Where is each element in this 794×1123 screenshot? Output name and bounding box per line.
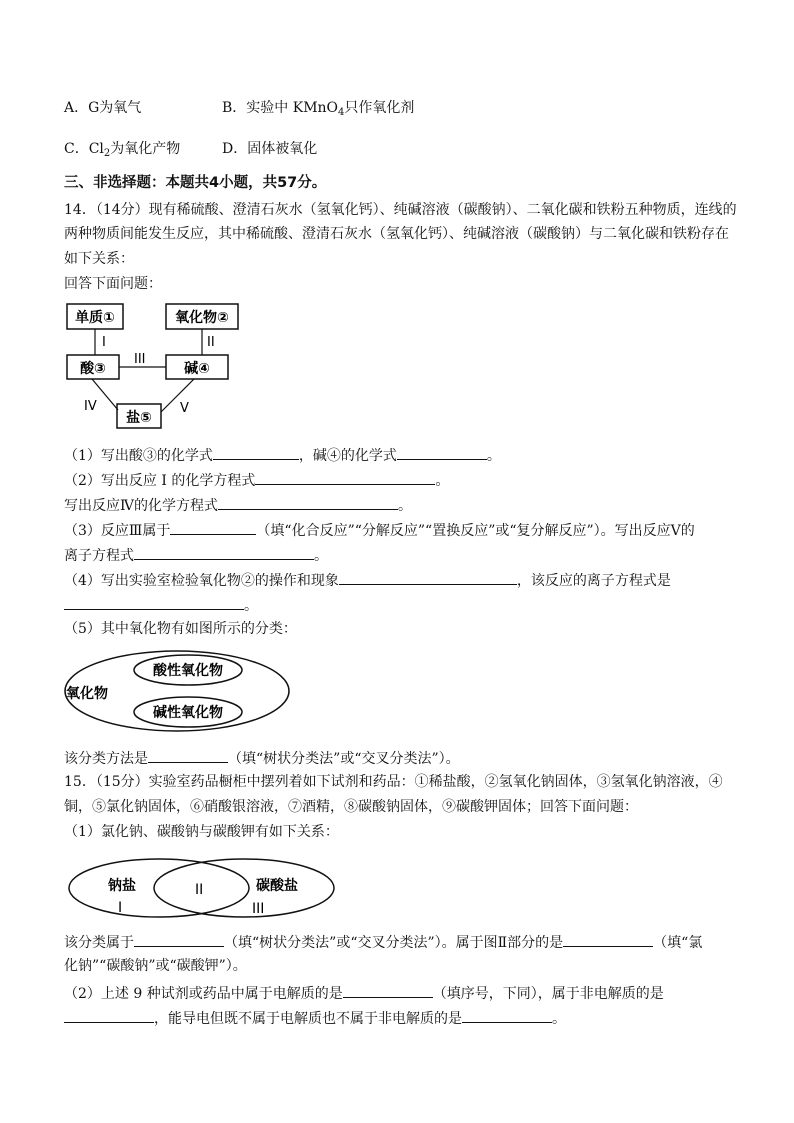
q14-part2-text-a: （2）写出反应 I 的化学方程式 bbox=[64, 473, 256, 489]
q15-part2-cont-text-c: 。 bbox=[552, 1011, 566, 1027]
box-base-label: 碱④ bbox=[184, 361, 210, 377]
answer-blank[interactable] bbox=[170, 520, 256, 535]
section-title: 三、非选择题：本题共4小题，共57分。 bbox=[64, 175, 327, 191]
q14-part4-cont bbox=[64, 595, 258, 615]
option-b-pre: B．实验中 KMnO bbox=[222, 100, 339, 116]
q15-part1: （1）氯化钠、碳酸钠与碳酸钾有如下关系： bbox=[64, 824, 339, 840]
option-a: A．G为氧气 bbox=[64, 100, 142, 116]
answer-blank[interactable] bbox=[134, 545, 314, 560]
q14-part4-text-b: ，该反应的离子方程式是 bbox=[516, 573, 671, 589]
option-d: D．固体被氧化 bbox=[222, 141, 318, 157]
q15-part1-cont2: 化钠”“碳酸钠”或“碳酸钾”）。 bbox=[64, 958, 247, 974]
option-b bbox=[222, 99, 414, 117]
link-iv-label: IV bbox=[84, 399, 97, 414]
option-b-post: 只作氧化剂 bbox=[344, 100, 415, 116]
label-oxide: 氧化物 bbox=[66, 686, 108, 702]
salt-classification-diagram bbox=[64, 854, 340, 924]
q14-answer-prompt: 回答下面问题： bbox=[64, 276, 162, 292]
q14-part4-text-a: （4）写出实验室检验氧化物②的操作和现象 bbox=[64, 573, 339, 589]
q15-part2-text-a: （2）上述 9 种试剂或药品中属于电解质的是 bbox=[64, 986, 343, 1002]
q14-part3-text-a: （3）反应Ⅲ属于 bbox=[64, 523, 171, 539]
q14-part3-cont-text-a: 离子方程式 bbox=[64, 548, 134, 564]
box-oxide-label: 氧化物② bbox=[175, 310, 229, 326]
q14-intro-line2: 两种物质间能发生反应，其中稀硫酸、澄清石灰水（氢氧化钙）、纯碱溶液（碳酸钠）与二氧化碳和铁粉存在 bbox=[64, 226, 729, 242]
label-region-ii: II bbox=[195, 882, 204, 898]
answer-blank[interactable] bbox=[563, 932, 653, 947]
link-v bbox=[161, 379, 194, 412]
q14-part2-text-b: 。 bbox=[435, 473, 450, 489]
label-region-iii: III bbox=[252, 901, 265, 917]
box-element-label: 单质① bbox=[75, 310, 115, 326]
answer-blank[interactable] bbox=[64, 595, 244, 610]
answer-blank[interactable] bbox=[134, 932, 224, 947]
q14-part5: （5）其中氧化物有如图所示的分类： bbox=[64, 621, 297, 637]
answer-blank[interactable] bbox=[148, 748, 228, 763]
q15-part2-cont-text-b: ，能导电但既不属于电解质也不属于非电解质的是 bbox=[154, 1011, 462, 1027]
answer-blank[interactable] bbox=[339, 570, 517, 585]
answer-blank[interactable] bbox=[397, 445, 487, 460]
q15-part2-text-b: （填序号，下同），属于非电解质的是 bbox=[432, 986, 664, 1002]
q15-part2-cont bbox=[64, 1008, 566, 1028]
q14-part5-cont-text-b: （填“树状分类法”或“交叉分类法”）。 bbox=[228, 751, 460, 767]
q14-part4-cont-text: 。 bbox=[244, 598, 258, 614]
q15-part1-cont-text-c: （填“氯 bbox=[653, 935, 703, 951]
q15-part1-cont-text-a: 该分类属于 bbox=[64, 935, 134, 951]
oxide-classification-diagram bbox=[62, 646, 298, 736]
answer-blank[interactable] bbox=[64, 1008, 154, 1023]
link-v-label: V bbox=[180, 401, 189, 416]
answer-blank[interactable] bbox=[255, 470, 435, 485]
q14-part5-cont-text-a: 该分类方法是 bbox=[64, 751, 148, 767]
q15-intro-line2: 铜，⑤氯化钠固体，⑥硝酸银溶液，⑦酒精，⑧碳酸钠固体，⑨碳酸钾固体；回答下面问题： bbox=[64, 799, 638, 815]
q15-part1-cont bbox=[64, 932, 702, 952]
answer-blank[interactable] bbox=[462, 1008, 552, 1023]
label-region-i: I bbox=[118, 900, 123, 916]
link-i-label: I bbox=[102, 335, 106, 350]
q14-part3 bbox=[64, 520, 695, 540]
q14-part2-cont-text-a: 写出反应Ⅳ的化学方程式 bbox=[64, 498, 218, 514]
reaction-relationship-diagram bbox=[62, 300, 242, 438]
label-carbonate: 碳酸盐 bbox=[256, 878, 298, 894]
q14-part3-cont-text-b: 。 bbox=[314, 548, 328, 564]
ellipse-carbonate bbox=[154, 859, 334, 917]
link-ii-label: II bbox=[207, 335, 215, 350]
q14-part1-text-b: ，碱④的化学式 bbox=[298, 448, 397, 464]
q14-intro-line3: 如下关系： bbox=[64, 251, 134, 267]
q15-part2 bbox=[64, 983, 664, 1003]
box-salt-label: 盐⑤ bbox=[126, 410, 152, 426]
q14-part5-cont bbox=[64, 748, 460, 768]
answer-blank[interactable] bbox=[213, 445, 299, 460]
q14-part2-cont-text-b: 。 bbox=[398, 498, 412, 514]
option-b-sub: 4 bbox=[338, 107, 345, 118]
label-sodium-salt: 钠盐 bbox=[108, 878, 136, 894]
q14-part1-text-a: （1）写出酸③的化学式 bbox=[64, 448, 213, 464]
option-c-pre: C．Cl bbox=[64, 141, 104, 157]
label-basic-oxide: 碱性氧化物 bbox=[153, 705, 223, 721]
option-c bbox=[64, 140, 180, 158]
q14-part1 bbox=[64, 445, 501, 465]
box-acid-label: 酸③ bbox=[80, 361, 106, 377]
label-acidic-oxide: 酸性氧化物 bbox=[153, 663, 223, 679]
q14-part3-text-b: （填“化合反应”“分解反应”“置换反应”或“复分解反应”）。写出反应Ⅴ的 bbox=[256, 523, 695, 539]
q14-part2-cont bbox=[64, 495, 412, 515]
option-c-sub: 2 bbox=[103, 148, 111, 159]
q15-intro-line1: 15．（15分）实验室药品橱柜中摆列着如下试剂和药品：①稀盐酸，②氢氧化钠固体，③氢氧化钠溶液，④ bbox=[64, 774, 723, 790]
answer-blank[interactable] bbox=[218, 495, 398, 510]
option-c-post: 为氧化产物 bbox=[110, 141, 181, 157]
q14-part3-cont bbox=[64, 545, 328, 565]
q14-intro-line1: 14．（14分）现有稀硫酸、澄清石灰水（氢氧化钙）、纯碱溶液（碳酸钠）、二氧化碳和铁粉五种物质，连线的 bbox=[64, 202, 737, 218]
q15-part1-cont-text-b: （填“树状分类法”或“交叉分类法”）。属于图Ⅱ部分的是 bbox=[224, 935, 564, 951]
link-iii-label: III bbox=[134, 352, 146, 367]
ellipse-sodium-salt bbox=[69, 859, 249, 917]
q14-part4 bbox=[64, 570, 671, 590]
answer-blank[interactable] bbox=[343, 983, 433, 998]
q14-part1-text-c: 。 bbox=[486, 448, 501, 464]
q14-part2 bbox=[64, 470, 449, 490]
